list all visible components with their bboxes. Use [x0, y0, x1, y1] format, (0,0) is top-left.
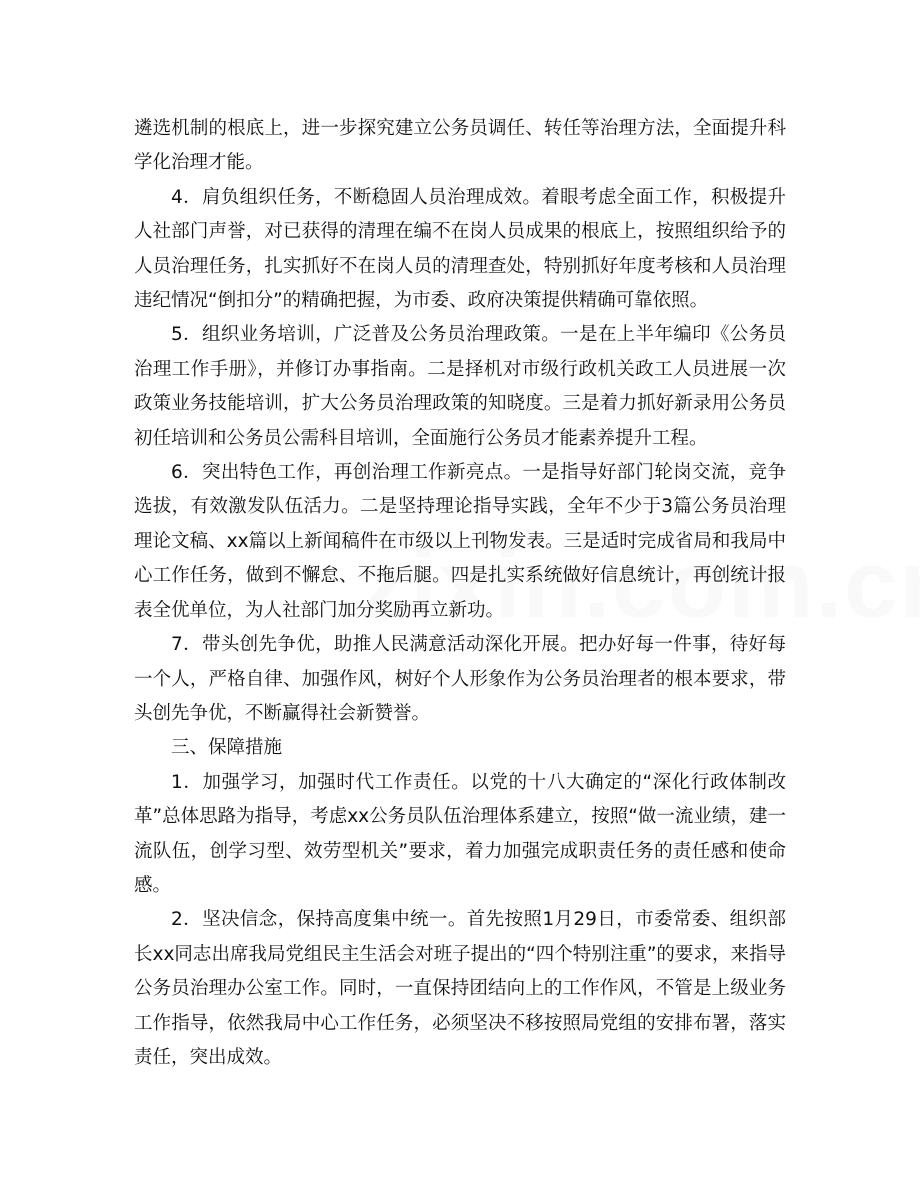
- section-heading: 三、保障措施: [171, 737, 283, 759]
- paragraph-measure-2: 2．坚决信念，保持高度集中统一。首先按照1月29日，市委常委、组织部长xx同志出席我局党组民主生活会对班子提出的“四个特别注重”的要求，来指导公务员治理办公室工作。同时，一直保持团结向上的工作作风，不管是上级业务工作指导，依然我局中心工作任务，必须坚决不移按照局党组的安排布署，落实责任，突出成效。: [134, 909, 786, 1068]
- paragraph-measure-1: 1．加强学习，加强时代工作责任。以党的十八大确定的“深化行政体制改革”总体思路为指导，考虑xx公务员队伍治理体系建立，按照“做一流业绩，建一流队伍，创学习型、效劳型机关”要求，着力加强完成职责任务的责任感和使命感。: [134, 771, 786, 896]
- paragraph-item-4: 4．肩负组织任务，不断稳固人员治理成效。着眼考虑全面工作，积极提升人社部门声誉，对已获得的清理在编不在岗人员成果的根底上，按照组织给予的人员治理任务，扎实抓好不在岗人员的清理查处，特别抓好年度考核和人员治理违纪情况“倒扣分”的精确把握，为市委、政府决策提供精确可靠依照。: [134, 186, 786, 312]
- paragraph-item-7: 7．带头创先争优，助推人民满意活动深化开展。把办好每一件事，待好每一个人，严格自律、加强作风，树好个人形象作为公务员治理者的根本要求，带头创先争优，不断赢得社会新赞誉。: [134, 634, 786, 724]
- document-body: [134, 112, 786, 1075]
- paragraph-item-6: 6．突出特色工作，再创治理工作新亮点。一是指导好部门轮岗交流，竞争选拔，有效激发队伍活力。二是坚持理论指导实践，全年不少于3篇公务员治理理论文稿、xx篇以上新闻稿件在市级以上刊物发表。三是适时完成省局和我局中心工作任务，做到不懈怠、不拖后腿。四是扎实系统做好信息统计，再创统计报表全优单位，为人社部门加分奖励再立新功。: [134, 462, 786, 621]
- paragraph-continuation: 遴选机制的根底上，进一步探究建立公务员调任、转任等治理方法，全面提升科学化治理才能。: [134, 118, 786, 174]
- paragraph-item-5: 5．组织业务培训，广泛普及公务员治理政策。一是在上半年编印《公务员治理工作手册》，并修订办事指南。二是择机对市级行政机关政工人员进展一次政策业务技能培训，扩大公务员治理政策的知晓度。三是着力抓好新录用公务员初任培训和公务员公需科目培训，全面施行公务员才能素养提升工程。: [134, 324, 786, 449]
